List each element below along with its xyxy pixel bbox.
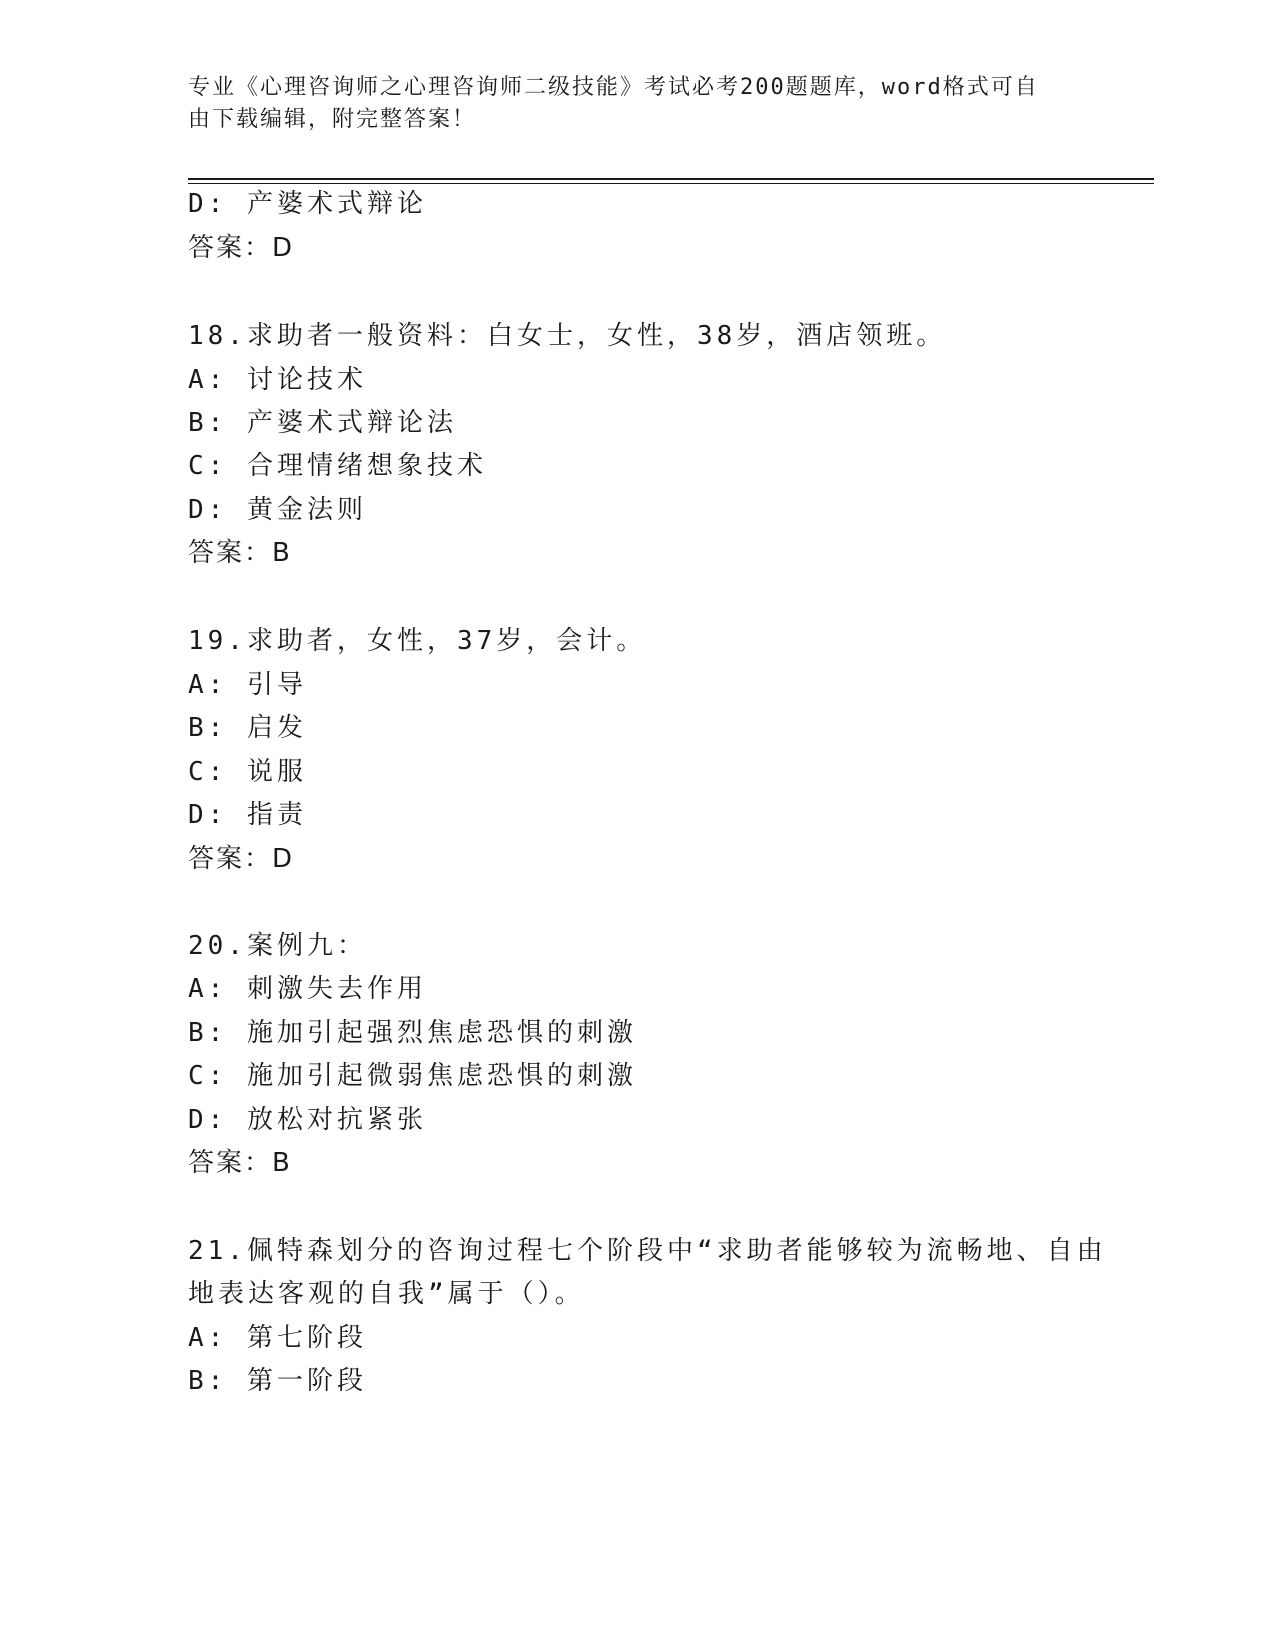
question-19-option-d: D: 指责 (188, 800, 307, 830)
question-19-option-a: A: 引导 (188, 670, 307, 700)
question-18-answer: 答案：B (188, 538, 292, 568)
question-18-stem: 18.求助者一般资料：白女士，女性，38岁，酒店领班。 (188, 321, 947, 351)
question-19-option-b: B: 启发 (188, 713, 307, 743)
prev-answer: 答案：D (188, 233, 295, 263)
question-20-option-a: A: 刺激失去作用 (188, 974, 427, 1004)
question-18-option-a: A: 讨论技术 (188, 365, 367, 395)
header-divider-thin (188, 183, 1154, 184)
question-19-stem: 19.求助者，女性，37岁，会计。 (188, 626, 647, 656)
question-21-stem-line-2: 地表达客观的自我”属于（）。 (188, 1279, 585, 1309)
question-18-option-c: C: 合理情绪想象技术 (188, 451, 487, 481)
prev-option-d: D: 产婆术式辩论 (188, 189, 427, 219)
question-20-option-d: D: 放松对抗紧张 (188, 1105, 427, 1135)
question-20-option-b: B: 施加引起强烈焦虑恐惧的刺激 (188, 1018, 637, 1048)
question-20-answer: 答案：B (188, 1148, 292, 1178)
question-21-option-a: A: 第七阶段 (188, 1323, 367, 1353)
question-19-answer: 答案：D (188, 844, 295, 874)
document-header (188, 72, 1068, 136)
question-21-stem-line-1: 21.佩特森划分的咨询过程七个阶段中“求助者能够较为流畅地、自由 (188, 1236, 1107, 1266)
question-20-option-c: C: 施加引起微弱焦虑恐惧的刺激 (188, 1061, 637, 1091)
question-20-stem: 20.案例九： (188, 931, 367, 961)
header-divider-thick (188, 178, 1154, 180)
header-line-1: 专业《心理咨询师之心理咨询师二级技能》考试必考200题题库，word格式可自 (188, 75, 1039, 100)
question-18-option-b: B: 产婆术式辩论法 (188, 408, 457, 438)
question-21-option-b: B: 第一阶段 (188, 1366, 367, 1396)
question-19-option-c: C: 说服 (188, 757, 307, 787)
header-line-2: 由下载编辑，附完整答案！ (188, 107, 477, 132)
question-18-option-d: D: 黄金法则 (188, 495, 367, 525)
